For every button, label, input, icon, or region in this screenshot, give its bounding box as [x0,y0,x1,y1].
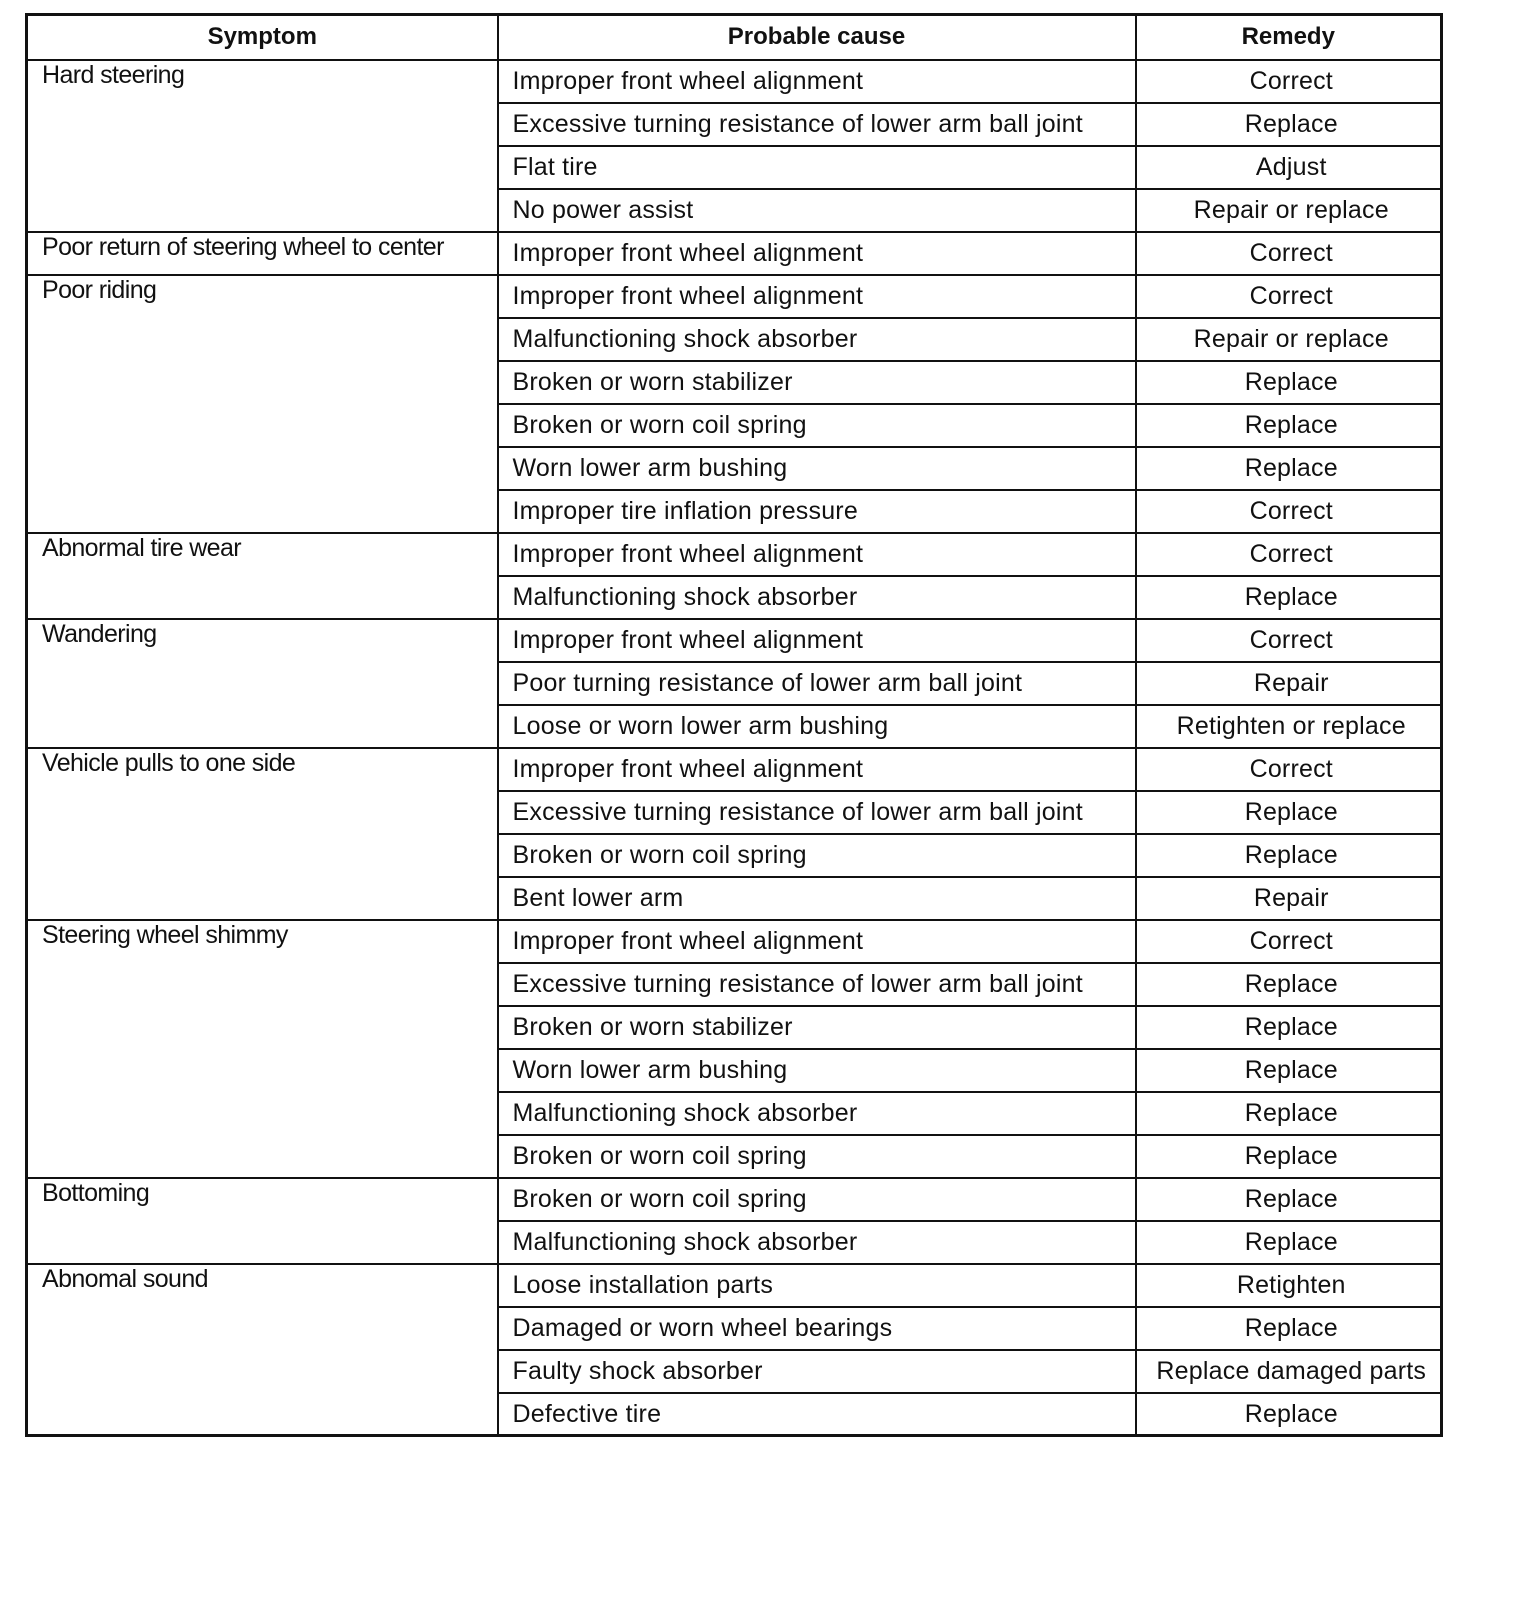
remedy-cell: Replace [1136,103,1442,146]
remedy-cell: Replace [1136,791,1442,834]
probable-cause-cell: Poor turning resistance of lower arm ball joint [498,662,1136,705]
header-probable-cause: Probable cause [498,15,1136,60]
table-row [27,60,1442,103]
remedy-cell: Replace [1136,1092,1442,1135]
probable-cause-cell: Faulty shock absorber [498,1350,1136,1393]
probable-cause-cell: Malfunctioning shock absorber [498,576,1136,619]
header-symptom: Symptom [27,15,498,60]
remedy-cell: Replace [1136,576,1442,619]
symptom-cell: Wandering [27,619,498,748]
probable-cause-cell: Loose installation parts [498,1264,1136,1307]
table-row [27,533,1442,576]
probable-cause-cell: Improper front wheel alignment [498,232,1136,275]
symptom-cell: Steering wheel shimmy [27,920,498,1178]
remedy-cell: Correct [1136,60,1442,103]
remedy-cell: Replace [1136,1049,1442,1092]
probable-cause-cell: Broken or worn coil spring [498,404,1136,447]
symptom-cell: Poor riding [27,275,498,533]
table-row [27,232,1442,275]
probable-cause-cell: Broken or worn coil spring [498,834,1136,877]
probable-cause-cell: No power assist [498,189,1136,232]
probable-cause-cell: Defective tire [498,1393,1136,1436]
probable-cause-cell: Improper front wheel alignment [498,748,1136,791]
remedy-cell: Correct [1136,275,1442,318]
probable-cause-cell: Excessive turning resistance of lower arm ball joint [498,103,1136,146]
table-row [27,920,1442,963]
remedy-cell: Replace [1136,1393,1442,1436]
remedy-cell: Replace [1136,1178,1442,1221]
symptom-cell: Vehicle pulls to one side [27,748,498,920]
probable-cause-cell: Malfunctioning shock absorber [498,1221,1136,1264]
remedy-cell: Replace [1136,963,1442,1006]
remedy-cell: Retighten [1136,1264,1442,1307]
probable-cause-cell: Improper front wheel alignment [498,533,1136,576]
remedy-cell: Replace [1136,404,1442,447]
probable-cause-cell: Malfunctioning shock absorber [498,1092,1136,1135]
probable-cause-cell: Broken or worn stabilizer [498,1006,1136,1049]
table-body [27,60,1442,1436]
table-row [27,1264,1442,1307]
remedy-cell: Replace [1136,361,1442,404]
symptom-cell: Bottoming [27,1178,498,1264]
remedy-cell: Correct [1136,490,1442,533]
table-row [27,275,1442,318]
remedy-cell: Repair or replace [1136,189,1442,232]
probable-cause-cell: Broken or worn coil spring [498,1135,1136,1178]
probable-cause-cell: Improper front wheel alignment [498,60,1136,103]
probable-cause-cell: Improper tire inflation pressure [498,490,1136,533]
probable-cause-cell: Excessive turning resistance of lower arm ball joint [498,791,1136,834]
remedy-cell: Correct [1136,533,1442,576]
symptom-cell: Poor return of steering wheel to center [27,232,498,275]
table-row [27,748,1442,791]
probable-cause-cell: Damaged or worn wheel bearings [498,1307,1136,1350]
symptom-cell: Abnomal sound [27,1264,498,1436]
probable-cause-cell: Broken or worn stabilizer [498,361,1136,404]
probable-cause-cell: Malfunctioning shock absorber [498,318,1136,361]
table-row [27,1178,1442,1221]
remedy-cell: Replace [1136,1307,1442,1350]
remedy-cell: Correct [1136,748,1442,791]
remedy-cell: Repair [1136,877,1442,920]
symptom-cell: Abnormal tire wear [27,533,498,619]
remedy-cell: Replace damaged parts [1136,1350,1442,1393]
symptom-cell: Hard steering [27,60,498,232]
probable-cause-cell: Loose or worn lower arm bushing [498,705,1136,748]
remedy-cell: Retighten or replace [1136,705,1442,748]
remedy-cell: Repair [1136,662,1442,705]
remedy-cell: Replace [1136,1135,1442,1178]
remedy-cell: Replace [1136,834,1442,877]
table-header [27,15,1442,60]
probable-cause-cell: Worn lower arm bushing [498,1049,1136,1092]
probable-cause-cell: Improper front wheel alignment [498,920,1136,963]
table-row [27,619,1442,662]
probable-cause-cell: Improper front wheel alignment [498,275,1136,318]
header-remedy: Remedy [1136,15,1442,60]
remedy-cell: Adjust [1136,146,1442,189]
remedy-cell: Correct [1136,619,1442,662]
probable-cause-cell: Broken or worn coil spring [498,1178,1136,1221]
probable-cause-cell: Flat tire [498,146,1136,189]
remedy-cell: Replace [1136,447,1442,490]
probable-cause-cell: Excessive turning resistance of lower arm ball joint [498,963,1136,1006]
troubleshooting-table [25,13,1443,1437]
header-row [27,15,1442,60]
remedy-cell: Repair or replace [1136,318,1442,361]
remedy-cell: Correct [1136,232,1442,275]
remedy-cell: Correct [1136,920,1442,963]
remedy-cell: Replace [1136,1006,1442,1049]
probable-cause-cell: Bent lower arm [498,877,1136,920]
probable-cause-cell: Worn lower arm bushing [498,447,1136,490]
probable-cause-cell: Improper front wheel alignment [498,619,1136,662]
remedy-cell: Replace [1136,1221,1442,1264]
